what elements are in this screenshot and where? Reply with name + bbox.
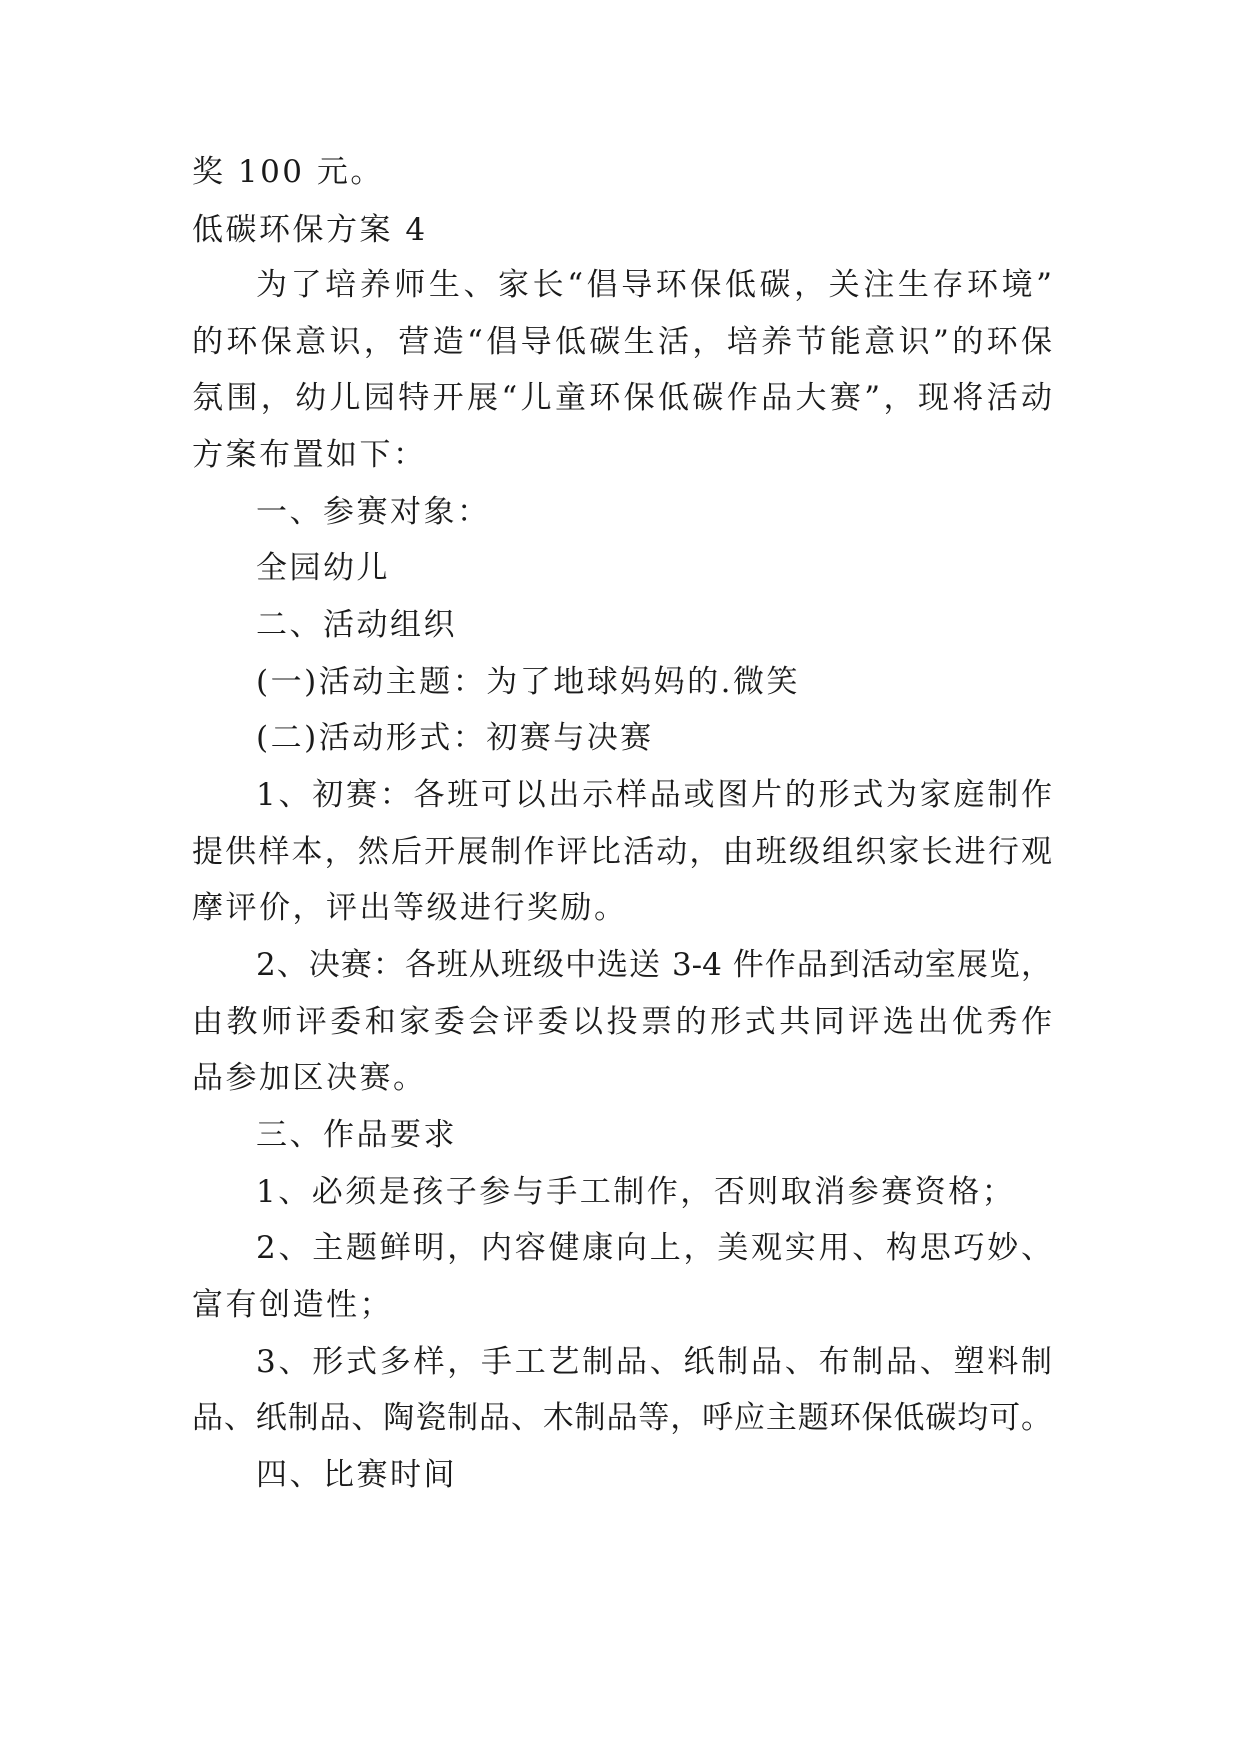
paragraph-line: 品参加区决赛。	[192, 1060, 427, 1096]
paragraph-line: 品、纸制品、陶瓷制品、木制品等，呼应主题环保低碳均可。	[192, 1400, 1052, 1436]
paragraph-line: 氛围，幼儿园特开展“儿童环保低碳作品大赛”，现将活动	[192, 380, 1052, 416]
paragraph-line: 富有创造性；	[192, 1287, 393, 1323]
paragraph-line: (一)活动主题：为了地球妈妈的.微笑	[256, 664, 801, 700]
text-line: 奖 100 元。	[192, 154, 384, 190]
item-heading: 二、活动组织	[256, 607, 457, 643]
item-heading: 三、作品要求	[256, 1117, 457, 1153]
paragraph-line: 全园幼儿	[256, 550, 390, 586]
section-heading: 低碳环保方案 4	[192, 212, 428, 248]
paragraph-line: 1、必须是孩子参与手工制作，否则取消参赛资格；	[256, 1174, 1016, 1210]
paragraph-line: 2、决赛：各班从班级中选送 3-4 件作品到活动室展览，	[256, 947, 1052, 983]
paragraph-line: 提供样本，然后开展制作评比活动，由班级组织家长进行观	[192, 834, 1052, 870]
paragraph-line: (二)活动形式：初赛与决赛	[256, 720, 654, 756]
item-heading: 一、参赛对象：	[256, 494, 491, 530]
paragraph-line: 为了培养师生、家长“倡导环保低碳，关注生存环境”	[256, 267, 1052, 303]
paragraph-line: 方案布置如下：	[192, 437, 427, 473]
paragraph-line: 3、形式多样，手工艺制品、纸制品、布制品、塑料制	[256, 1344, 1052, 1380]
paragraph-line: 的环保意识，营造“倡导低碳生活，培养节能意识”的环保	[192, 324, 1052, 360]
paragraph-line: 由教师评委和家委会评委以投票的形式共同评选出优秀作	[192, 1004, 1052, 1040]
paragraph-line: 摩评价，评出等级进行奖励。	[192, 890, 628, 926]
item-heading: 四、比赛时间	[256, 1457, 457, 1493]
paragraph-line: 2、主题鲜明，内容健康向上，美观实用、构思巧妙、	[256, 1230, 1052, 1266]
paragraph-line: 1、初赛：各班可以出示样品或图片的形式为家庭制作	[256, 777, 1052, 813]
